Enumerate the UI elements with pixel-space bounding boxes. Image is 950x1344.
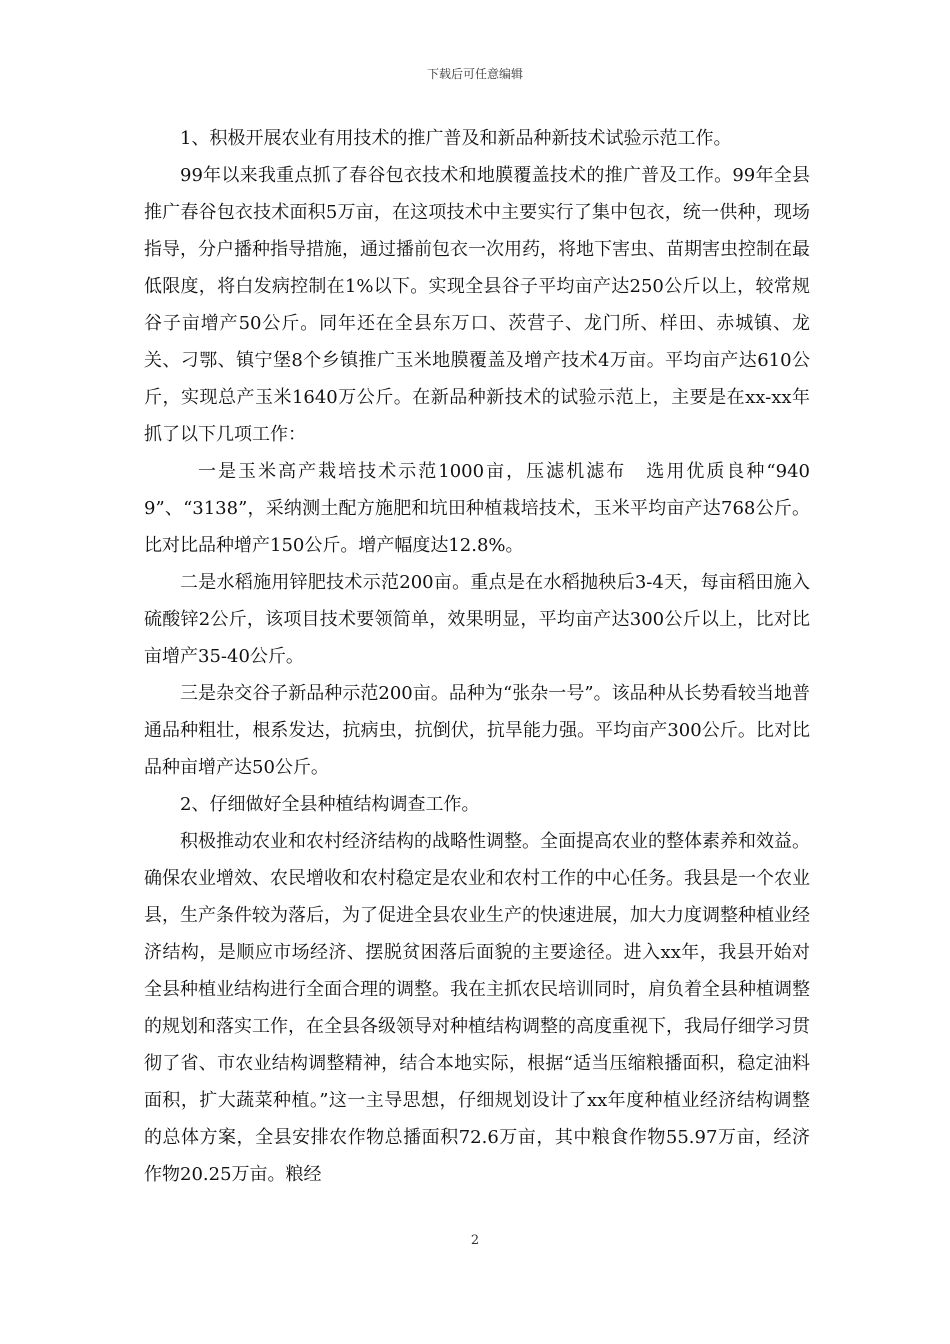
paragraph-millet-variety-demo: 三是杂交谷子新品种示范200亩。品种为“张杂一号”。该品种从长势看较当地普通品种粗壮，根系发达，抗病虫，抗倒伏，抗旱能力强。平均亩产300公斤。比对比品种亩增产达50公斤。 — [144, 683, 810, 778]
paragraph-techniques-promotion: 99年以来我重点抓了春谷包衣技术和地膜覆盖技术的推广普及工作。99年全县推广春谷包衣技术面积5万亩，在这项技术中主要实行了集中包衣，统一供种，现场指导，分户播种指导措施，通过播前包衣一次用药，将地下害虫、苗期害虫控制在最低限度，将白发病控制在1%以下。实现全县谷子平均亩产达250公斤以上，较常规谷子亩增产50公斤。同年还在全县东万口、茨营子、龙门所、样田、赤城镇、龙关、刁鄂、镇宁堡8个乡镇推广玉米地膜覆盖及增产技术4万亩。平均亩产达610公斤，实现总产玉米1640万公斤。在新品种新技术的试验示范上，主要是在xx-xx年抓了以下几项工作： — [144, 165, 810, 445]
document-body — [144, 120, 810, 1193]
page-number: 2 — [470, 1233, 480, 1248]
paragraph-section-1-heading: 1、积极开展农业有用技术的推广普及和新品种新技术试验示范工作。 — [180, 128, 732, 149]
paragraph-section-2-heading: 2、仔细做好全县种植结构调查工作。 — [180, 794, 480, 815]
paragraph-rice-zinc-demo: 二是水稻施用锌肥技术示范200亩。重点是在水稻抛秧后3-4天，每亩稻田施入硫酸锌2公斤，该项目技术要领简单，效果明显，平均亩产达300公斤以上，比对比亩增产35-40公斤。 — [144, 572, 810, 667]
paragraph-structure-adjustment: 积极推动农业和农村经济结构的战略性调整。全面提高农业的整体素养和效益。确保农业增效、农民增收和农村稳定是农业和农村工作的中心任务。我县是一个农业县，生产条件较为落后，为了促进全县农业生产的快速进展，加大力度调整种植业经济结构，是顺应市场经济、摆脱贫困落后面貌的主要途径。进入xx年，我县开始对全县种植业结构进行全面合理的调整。我在主抓农民培训同时，肩负着全县种植调整的规划和落实工作，在全县各级领导对种植结构调整的高度重视下，我局仔细学习贯彻了省、市农业结构调整精神，结合本地实际，根据“适当压缩粮播面积，稳定油料面积，扩大蔬菜种植。”这一主导思想，仔细规划设计了xx年度种植业经济结构调整的总体方案，全县安排农作物总播面积72.6万亩，其中粮食作物55.97万亩，经济作物20.25万亩。粮经 — [144, 831, 810, 1185]
paragraph-corn-demo: 一是玉米高产栽培技术示范1000亩，压滤机滤布 选用优质良种“9409”、“3138”，采纳测土配方施肥和坑田种植栽培技术，玉米平均亩产达768公斤。比对比品种增产150公斤。增产幅度达12.8%。 — [144, 461, 810, 556]
page-header: 下载后可任意编辑 — [426, 67, 523, 81]
